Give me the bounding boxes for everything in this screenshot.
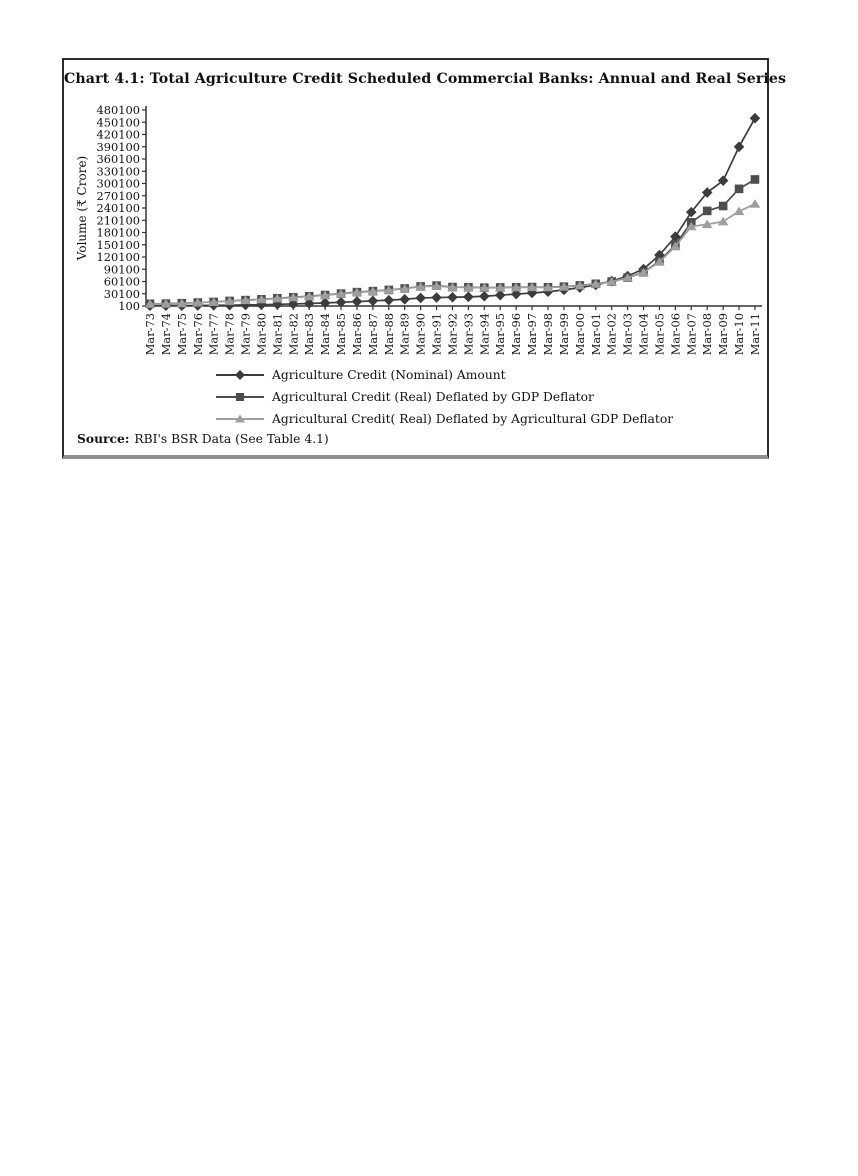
square-marker-icon — [719, 202, 728, 211]
y-tick-label: 100 — [118, 299, 140, 313]
y-tick-label: 390100 — [96, 139, 140, 154]
y-tick-label: 120100 — [96, 250, 140, 264]
x-tick-label: Mar-93 — [461, 313, 476, 356]
x-tick-label: Mar-02 — [604, 313, 619, 356]
x-tick-label: Mar-82 — [286, 313, 301, 356]
y-tick-label: 60100 — [103, 274, 140, 289]
x-tick-label: Mar-95 — [493, 313, 508, 356]
x-tick-label: Mar-98 — [541, 313, 555, 356]
series-triangle — [145, 199, 761, 308]
x-tick-label: Mar-06 — [668, 313, 683, 356]
square-marker-icon — [236, 393, 244, 401]
x-tick-label: Mar-80 — [254, 313, 269, 356]
source-label: Source: — [77, 431, 130, 446]
source-note — [77, 431, 329, 446]
y-tick-label: 270100 — [96, 188, 140, 203]
y-tick-label: 330100 — [96, 164, 140, 179]
y-tick-label: 30100 — [103, 286, 140, 301]
diamond-marker-icon — [447, 292, 458, 303]
legend-row — [215, 411, 673, 427]
x-tick-label: Mar-04 — [636, 313, 651, 356]
x-tick-label: Mar-81 — [270, 313, 285, 356]
x-tick-label: Mar-90 — [413, 313, 428, 356]
x-tick-label: Mar-01 — [588, 313, 603, 356]
legend — [215, 367, 673, 433]
x-tick-label: Mar-10 — [732, 313, 747, 356]
x-tick-label: Mar-08 — [700, 313, 715, 356]
y-tick-label: 150100 — [96, 237, 140, 252]
chart-box — [62, 58, 787, 459]
y-axis-title: Volume (₹ Crore) — [75, 155, 89, 261]
x-tick-label: Mar-86 — [349, 313, 364, 356]
x-tick-label: Mar-91 — [429, 313, 444, 356]
diamond-marker-icon — [399, 294, 410, 305]
y-tick-label: 450100 — [96, 115, 140, 130]
x-tick-label: Mar-75 — [174, 313, 189, 356]
x-tick-label: Mar-09 — [716, 313, 731, 356]
diamond-marker-icon — [479, 291, 490, 302]
diamond-marker-icon — [368, 296, 379, 307]
x-tick-label: Mar-97 — [525, 312, 540, 356]
square-marker-icon — [735, 185, 744, 194]
x-tick-label: Mar-73 — [143, 313, 157, 356]
x-tick-label: Mar-85 — [334, 313, 349, 356]
diamond-marker-icon — [235, 370, 245, 380]
y-tick-label: 420100 — [96, 127, 140, 142]
diamond-marker-icon — [384, 295, 395, 306]
x-tick-label: Mar-96 — [509, 313, 524, 356]
x-tick-label: Mar-76 — [190, 313, 205, 356]
diamond-marker-icon — [431, 292, 442, 303]
x-tick-label: Mar-88 — [381, 313, 396, 356]
legend-label: Agricultural Credit (Real) Deflated by GDP Deflator — [272, 390, 594, 404]
x-tick-label: Mar-84 — [318, 313, 333, 356]
triangle-marker-icon — [215, 412, 265, 426]
x-tick-label: Mar-79 — [238, 313, 253, 356]
x-tick-label: Mar-03 — [620, 313, 635, 356]
y-tick-label: 300100 — [96, 176, 140, 191]
x-tick-label: Mar-77 — [206, 313, 221, 356]
x-tick-label: Mar-89 — [397, 313, 412, 356]
y-tick-label: 240100 — [96, 201, 140, 215]
triangle-marker-icon — [750, 199, 761, 208]
x-tick-label: Mar-87 — [365, 313, 380, 356]
series-line — [150, 118, 755, 306]
x-tick-label: Mar-99 — [556, 313, 571, 356]
x-tick-label: Mar-07 — [684, 313, 699, 356]
square-marker-icon — [703, 207, 712, 216]
square-marker-icon — [215, 390, 265, 404]
legend-row — [215, 367, 673, 383]
x-tick-label: Mar-11 — [747, 313, 762, 356]
diamond-marker-icon — [750, 113, 761, 124]
x-tick-label: Mar-94 — [477, 313, 492, 356]
x-tick-label: Mar-00 — [572, 313, 587, 356]
x-tick-label: Mar-74 — [158, 313, 173, 356]
chart-title: Chart 4.1: Total Agriculture Credit Scheduled Commercial Banks: Annual and Real Series — [64, 71, 787, 87]
legend-row — [215, 389, 673, 405]
diamond-marker-icon — [734, 141, 745, 152]
diamond-marker-icon — [215, 368, 265, 382]
y-tick-label: 180100 — [96, 225, 140, 240]
y-tick-label: 210100 — [96, 213, 140, 228]
x-tick-label: Mar-92 — [445, 313, 460, 356]
triangle-marker-icon — [734, 207, 745, 216]
y-tick-label: 480100 — [96, 103, 140, 117]
legend-label: Agriculture Credit (Nominal) Amount — [272, 368, 506, 382]
x-tick-label: Mar-83 — [302, 313, 317, 356]
legend-label: Agricultural Credit( Real) Deflated by Agricultural GDP Deflator — [272, 412, 674, 426]
x-tick-label: Mar-05 — [652, 313, 667, 356]
chart-plot — [64, 60, 787, 370]
y-tick-label: 360100 — [96, 152, 140, 166]
y-tick-label: 90100 — [103, 262, 140, 277]
source-text: RBI's BSR Data (See Table 4.1) — [134, 432, 329, 446]
square-marker-icon — [751, 175, 760, 184]
diamond-marker-icon — [463, 292, 474, 303]
x-tick-label: Mar-78 — [222, 313, 237, 356]
diamond-marker-icon — [415, 293, 426, 304]
series-diamond — [145, 113, 761, 311]
triangle-marker-icon — [718, 217, 729, 226]
